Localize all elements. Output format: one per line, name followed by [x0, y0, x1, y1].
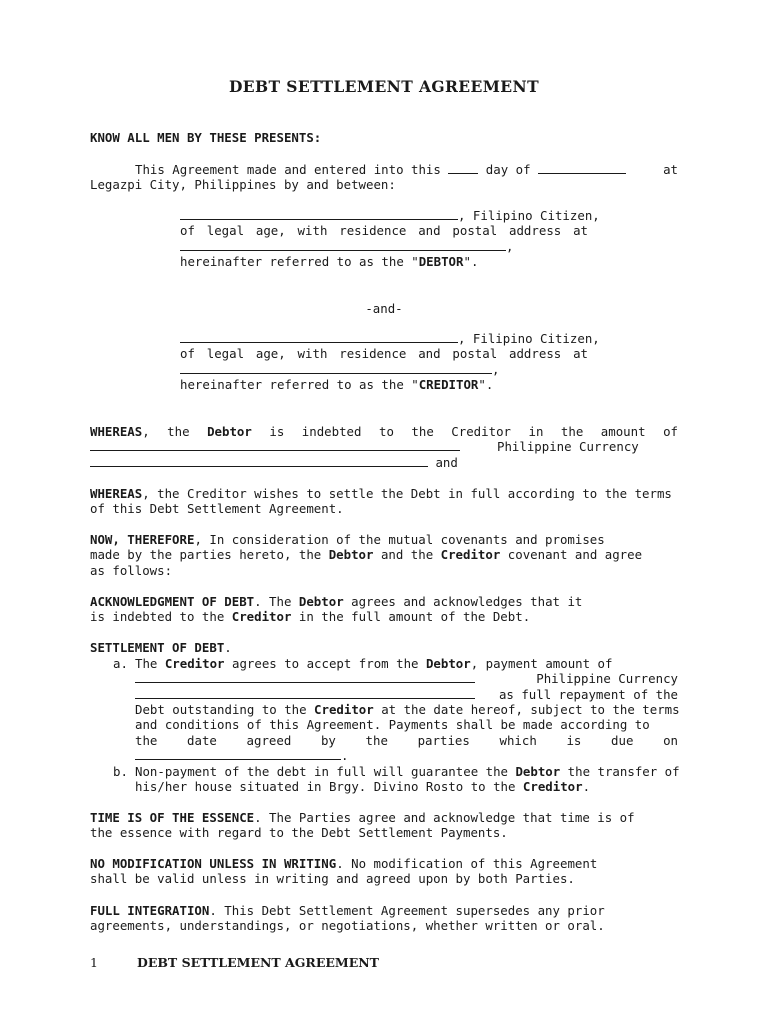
settlement-b-line-1: Non-payment of the debt in full will guarantee the Debtor the transfer of — [135, 764, 680, 779]
settlement-a-line-3: as full repayment of the — [135, 687, 678, 702]
no-modification-line-1: NO MODIFICATION UNLESS IN WRITING. No modification of this Agreement — [90, 856, 598, 871]
debtor-address-blank — [180, 239, 506, 251]
settlement-a-line-2: Philippine Currency — [135, 671, 678, 686]
settlement-amount-blank — [135, 671, 475, 683]
settlement-a-line-5: and conditions of this Agreement. Payments shall be made according to — [135, 717, 650, 732]
debtor-ref-line: hereinafter referred to as the "DEBTOR". — [180, 254, 479, 269]
whereas-amount-words-blank — [90, 455, 428, 467]
whereas-1-line-3: and — [90, 455, 458, 470]
whereas-2-line-1: WHEREAS, the Creditor wishes to settle the Debt in full according to the terms — [90, 486, 672, 501]
acknowledgment-line-2: is indebted to the Creditor in the full amount of the Debt. — [90, 609, 531, 624]
now-therefore-line-3: as follows: — [90, 563, 173, 578]
creditor-ref-line: hereinafter referred to as the "CREDITOR". — [180, 377, 494, 392]
footer-title: DEBT SETTLEMENT AGREEMENT — [137, 955, 379, 970]
full-integration-line-2: agreements, understandings, or negotiations, whether written or oral. — [90, 918, 605, 933]
intro-line-1: This Agreement made and entered into this day of at — [135, 162, 678, 177]
now-therefore-line-2: made by the parties hereto, the Debtor and the Creditor covenant and agree — [90, 547, 643, 562]
and-separator: -and- — [365, 301, 403, 316]
settlement-a-line-1: The Creditor agrees to accept from the Debtor, payment amount of — [135, 656, 613, 671]
settlement-b-marker: b. — [113, 764, 128, 779]
debtor-age-line: of legal age, with residence and postal address at — [180, 223, 588, 238]
whereas-amount-blank — [90, 439, 460, 451]
settlement-due-date-blank — [135, 748, 341, 760]
settlement-a-line-4: Debt outstanding to the Creditor at the date hereof, subject to the terms — [135, 702, 680, 717]
debtor-name-line: , Filipino Citizen, — [180, 208, 600, 223]
settlement-amount-words-blank — [135, 687, 475, 699]
time-essence-line-2: the essence with regard to the Debt Settlement Payments. — [90, 825, 508, 840]
whereas-1-line-2: Philippine Currency — [90, 439, 678, 454]
creditor-name-line: , Filipino Citizen, — [180, 331, 600, 346]
settlement-a-marker: a. — [113, 656, 128, 671]
know-all-heading: KNOW ALL MEN BY THESE PRESENTS: — [90, 130, 322, 145]
document-title: DEBT SETTLEMENT AGREEMENT — [228, 77, 540, 96]
settlement-a-line-6: the date agreed by the parties which is due on — [135, 733, 678, 748]
debtor-address-line: , — [180, 239, 513, 254]
page-footer — [90, 955, 379, 970]
debtor-name-blank — [180, 208, 458, 220]
whereas-1-line-1: WHEREAS, the Debtor is indebted to the Creditor in the amount of — [90, 424, 678, 439]
now-therefore-line-1: NOW, THEREFORE, In consideration of the mutual covenants and promises — [90, 532, 605, 547]
creditor-address-line: , — [180, 362, 499, 377]
settlement-b-line-2: his/her house situated in Brgy. Divino Rosto to the Creditor. — [135, 779, 591, 794]
creditor-address-blank — [180, 362, 492, 374]
time-essence-line-1: TIME IS OF THE ESSENCE. The Parties agree and acknowledge that time is of — [90, 810, 635, 825]
settlement-heading: SETTLEMENT OF DEBT. — [90, 640, 232, 655]
intro-line-2: Legazpi City, Philippines by and between: — [90, 177, 396, 192]
no-modification-line-2: shall be valid unless in writing and agreed upon by both Parties. — [90, 871, 575, 886]
settlement-a-line-7: . — [135, 748, 348, 763]
page-number: 1 — [90, 955, 98, 970]
creditor-age-line: of legal age, with residence and postal address at — [180, 346, 588, 361]
whereas-2-line-2: of this Debt Settlement Agreement. — [90, 501, 344, 516]
creditor-name-blank — [180, 331, 458, 343]
full-integration-line-1: FULL INTEGRATION. This Debt Settlement Agreement supersedes any prior — [90, 903, 605, 918]
acknowledgment-line-1: ACKNOWLEDGMENT OF DEBT. The Debtor agrees and acknowledges that it — [90, 594, 583, 609]
